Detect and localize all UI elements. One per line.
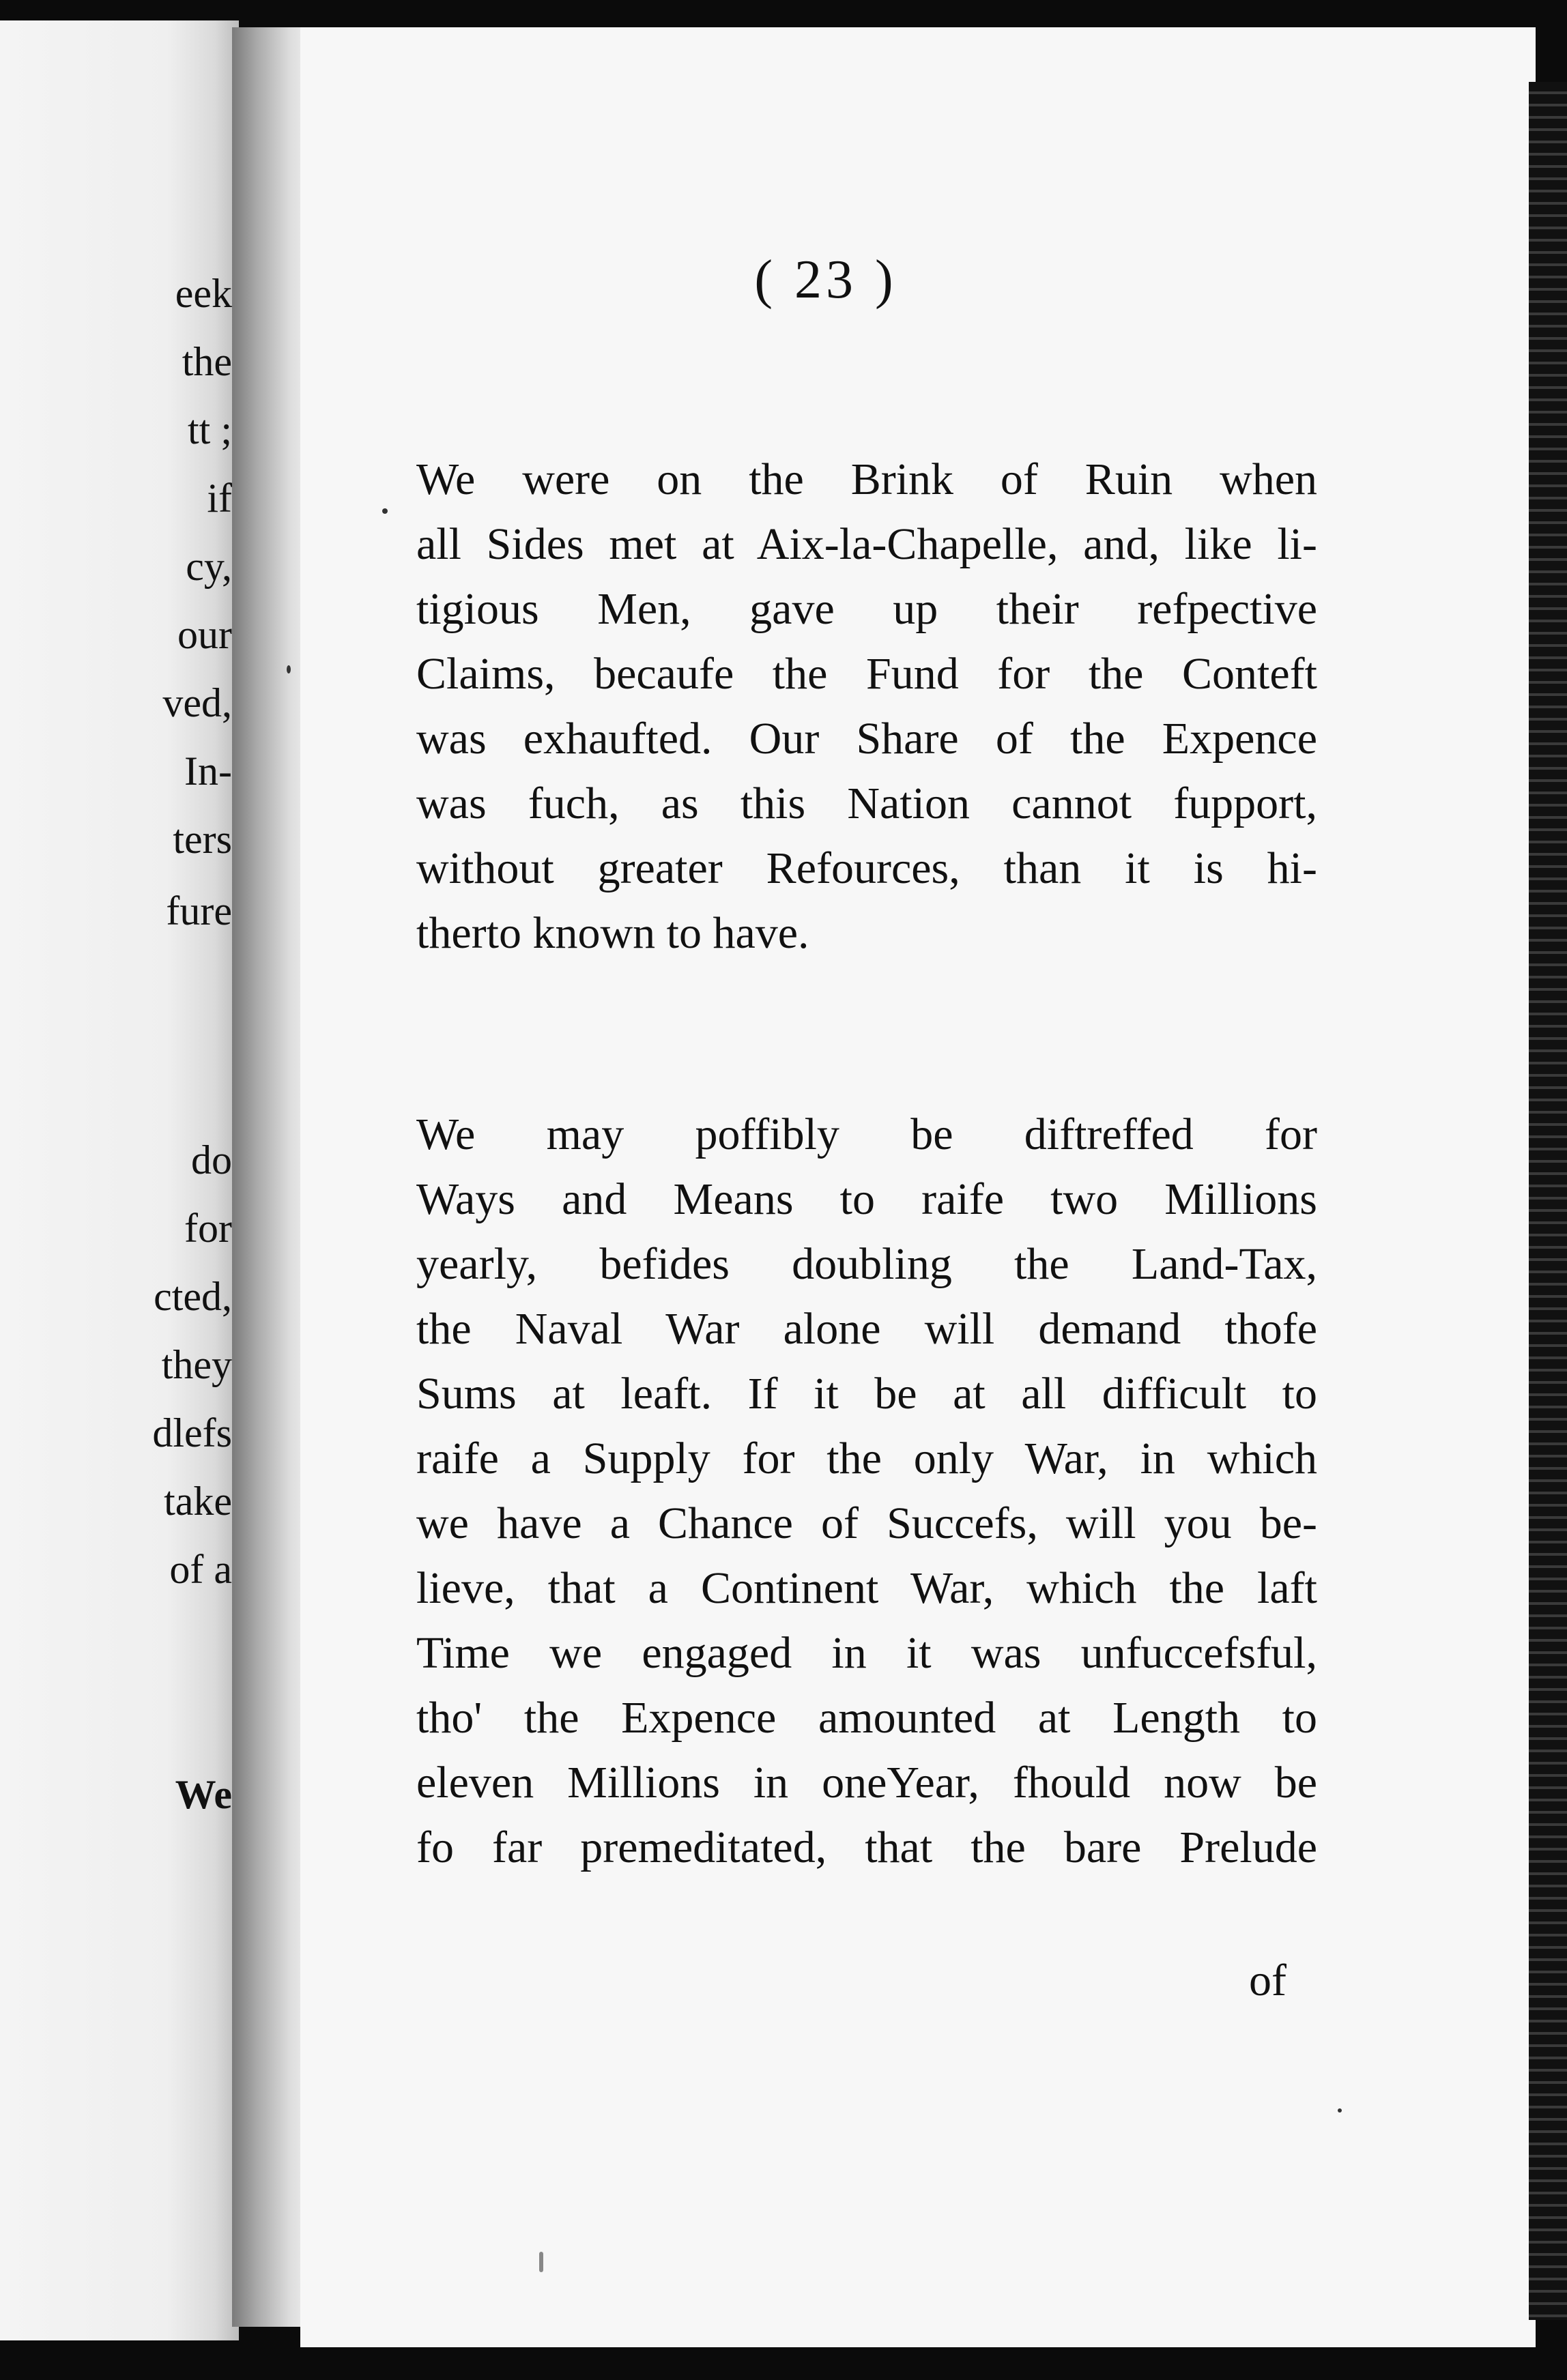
left-page-line: tt ; xyxy=(187,407,232,452)
left-page-line: cy, xyxy=(186,544,232,589)
text-line: without greater Refources, than it is hi- xyxy=(416,843,1317,893)
left-page-line: fure xyxy=(166,888,232,933)
left-page-line: if xyxy=(207,476,232,521)
text-line: Ways and Means to raife two Millions xyxy=(416,1174,1317,1224)
text-line: Time we engaged in it was unfuccefsful, xyxy=(416,1628,1317,1678)
left-page-catchword: We xyxy=(175,1772,232,1817)
text-line: the Naval War alone will demand thofe xyxy=(416,1304,1317,1354)
text-line: all Sides met at Aix-la-Chapelle, and, like li- xyxy=(416,519,1317,569)
text-line: was exhaufted. Our Share of the Expence xyxy=(416,714,1317,764)
left-page-line: In- xyxy=(184,749,232,794)
previous-page-strip xyxy=(0,20,239,2340)
text-line: lieve, that a Continent War, which the laft xyxy=(416,1563,1317,1613)
text-line: tigious Men, gave up their refpective xyxy=(416,584,1317,634)
ink-speck xyxy=(1338,2108,1342,2113)
left-page-line: cted, xyxy=(154,1274,232,1319)
text-line: We were on the Brink of Ruin when xyxy=(416,454,1317,504)
left-page-line: dlefs xyxy=(152,1410,232,1455)
text-line: raife a Supply for the only War, in which xyxy=(416,1434,1317,1483)
text-line: yearly, befides doubling the Land-Tax, xyxy=(416,1239,1317,1289)
ink-speck xyxy=(382,508,388,514)
left-page-line: eek xyxy=(175,271,232,316)
text-line: tho' the Expence amounted at Length to xyxy=(416,1693,1317,1743)
left-page-line: they xyxy=(161,1342,232,1387)
text-line: was fuch, as this Nation cannot fupport, xyxy=(416,779,1317,828)
left-page-line: the xyxy=(182,339,232,384)
left-page-line: our xyxy=(177,612,232,657)
text-line: Sums at leaft. If it be at all difficult to xyxy=(416,1369,1317,1419)
left-page-line: for xyxy=(184,1206,232,1251)
left-page-line: take xyxy=(164,1479,232,1524)
ink-speck xyxy=(287,665,291,673)
left-page-line: ters xyxy=(173,817,232,862)
text-line: We may poffibly be diftreffed for xyxy=(416,1109,1317,1159)
text-line: therto known to have. xyxy=(416,908,809,958)
left-page-line: ved, xyxy=(162,680,232,725)
ink-speck xyxy=(539,2252,543,2272)
page-edge-stack xyxy=(1529,82,1567,2320)
page-number: ( 23 ) xyxy=(754,250,897,310)
text-line: eleven Millions in oneYear, fhould now be xyxy=(416,1758,1317,1808)
left-page-line: do xyxy=(191,1137,232,1182)
left-page-line: of a xyxy=(169,1547,232,1592)
catchword: of xyxy=(1249,1956,1286,2005)
text-line: Claims, becaufe the Fund for the Conteft xyxy=(416,649,1317,699)
text-line: fo far premeditated, that the bare Prelude xyxy=(416,1823,1317,1872)
text-line: we have a Chance of Succefs, will you be- xyxy=(416,1498,1317,1548)
